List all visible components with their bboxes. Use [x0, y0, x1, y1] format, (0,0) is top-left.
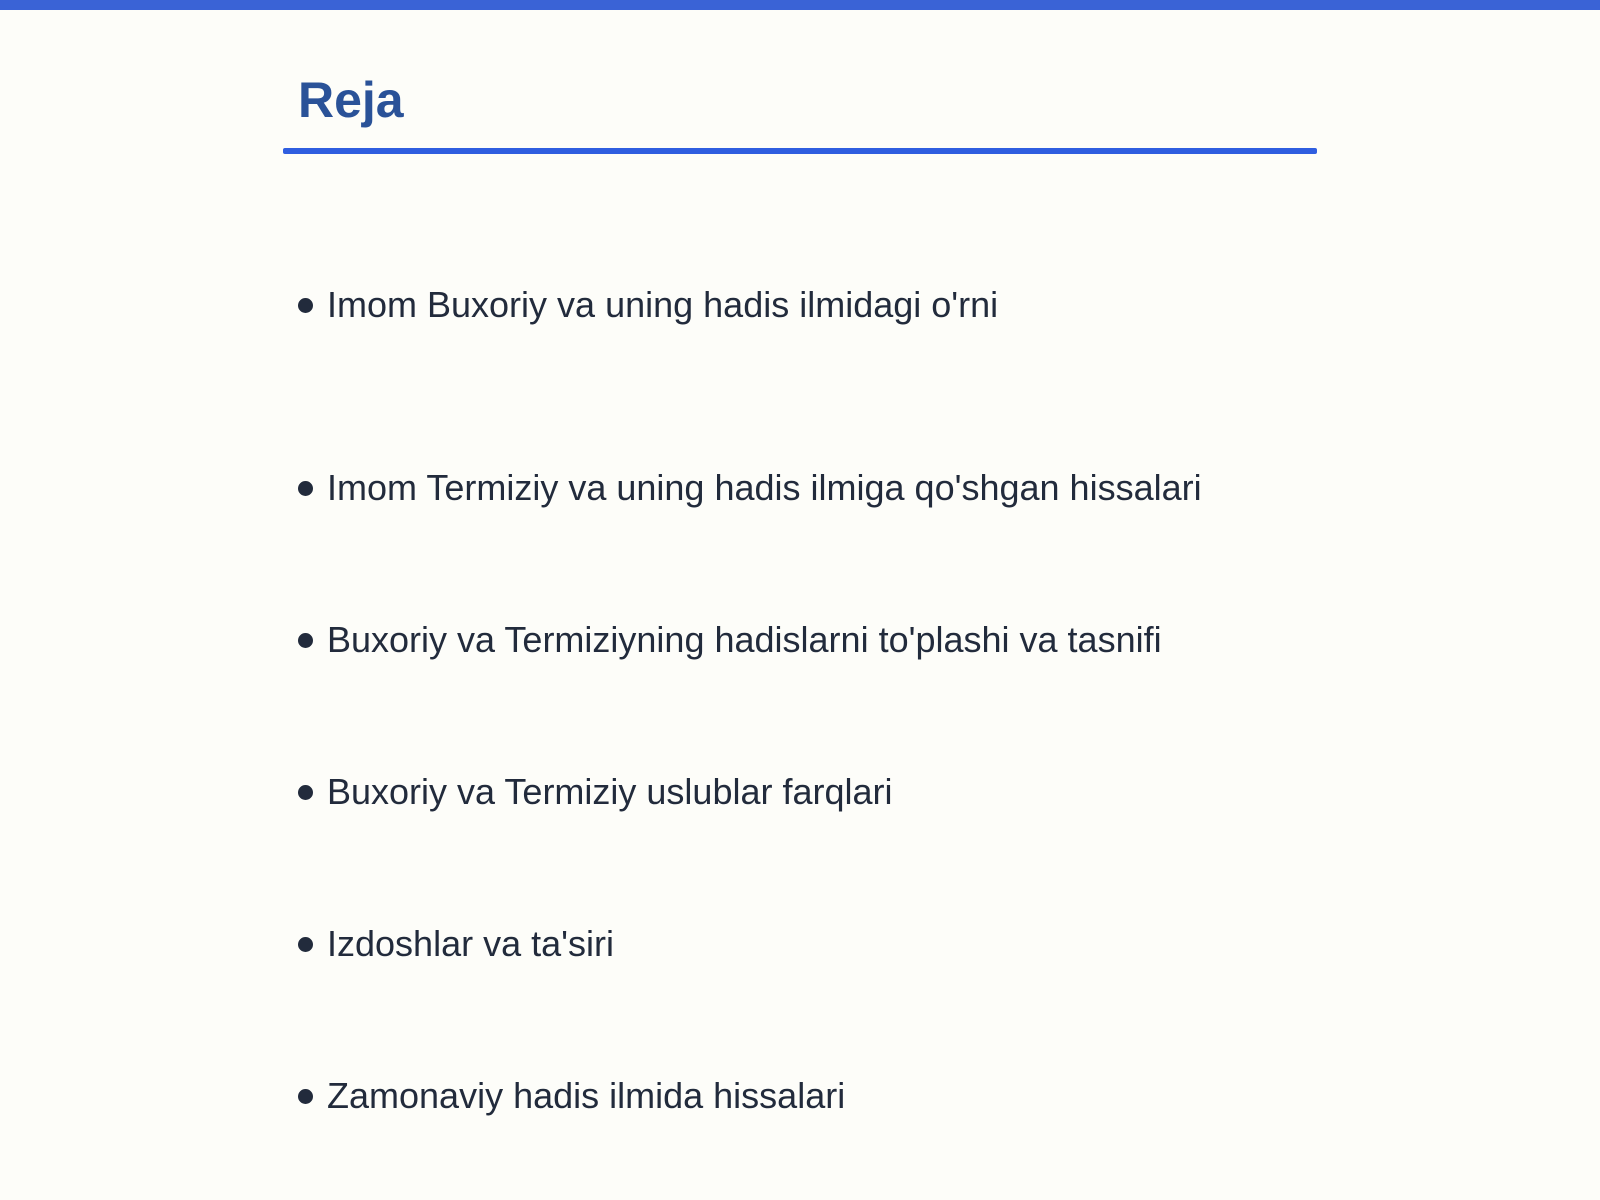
- list-item-text: Buxoriy va Termiziyning hadislarni to'plashi va tasnifi: [327, 619, 1162, 660]
- list-item-text: Imom Termiziy va uning hadis ilmiga qo'shgan hissalari: [327, 467, 1202, 508]
- list-item: [298, 564, 1202, 716]
- list-item-text: Imom Buxoriy va uning hadis ilmidagi o'rni: [327, 284, 999, 325]
- list-item-text: Buxoriy va Termiziy uslublar farqlari: [327, 771, 893, 812]
- list-item: [298, 868, 1202, 1020]
- list-item: [298, 412, 1202, 564]
- title-underline: [283, 148, 1317, 154]
- list-item: [298, 716, 1202, 868]
- list-item: [298, 1020, 1202, 1172]
- bullet-icon: [298, 633, 313, 648]
- list-item: [298, 260, 1202, 350]
- list-item-text: Izdoshlar va ta'siri: [327, 923, 614, 964]
- bullet-icon: [298, 298, 313, 313]
- bullet-icon: [298, 937, 313, 952]
- plan-list: [298, 260, 1202, 1172]
- slide: [283, 60, 1317, 1116]
- top-accent-bar: [0, 0, 1600, 10]
- slide-title: Reja: [298, 72, 404, 128]
- bullet-icon: [298, 785, 313, 800]
- list-item-text: Zamonaviy hadis ilmida hissalari: [327, 1075, 846, 1116]
- bullet-icon: [298, 481, 313, 496]
- bullet-icon: [298, 1089, 313, 1104]
